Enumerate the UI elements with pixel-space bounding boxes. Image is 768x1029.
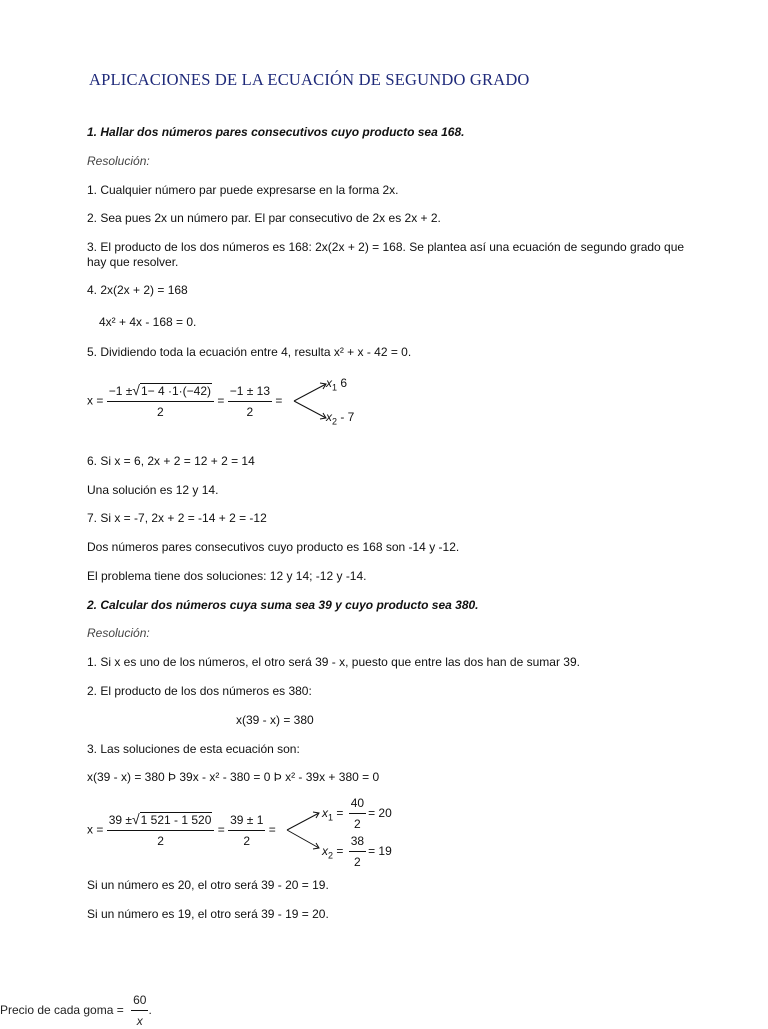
page-title: APLICACIONES DE LA ECUACIÓN DE SEGUNDO GRADO bbox=[89, 70, 530, 89]
footer-numerator: 60 bbox=[131, 993, 148, 1011]
problem-1-step-2: 2. Sea pues 2x un número par. El par consecutivo de 2x es 2x + 2. bbox=[87, 211, 441, 225]
problem-2-step-1: 1. Si x es uno de los números, el otro será 39 - x, puesto que entre las dos han de sumar 39. bbox=[87, 655, 580, 669]
formula-radicand: 1− 4 ·1·(−42) bbox=[140, 384, 212, 398]
root-x1: $x_1$ 6 bbox=[326, 376, 348, 393]
formula-fraction-1 bbox=[107, 383, 214, 420]
formula-fraction-1 bbox=[107, 812, 215, 849]
problem-1-step-3: 3. El producto de los dos números es 168: 2x(2x + 2) = 168. Se plantea así una ecuación de segundo grado que hay que resolver. bbox=[87, 240, 685, 269]
problem-1-step-6: 6. Si x = 6, 2x + 2 = 12 + 2 = 14 bbox=[87, 454, 255, 468]
problem-2-equation: x(39 - x) = 380 bbox=[236, 713, 314, 727]
problem-1-step-4a: 4. 2x(2x + 2) = 168 bbox=[87, 283, 188, 297]
problem-2-resolucion-label: Resolución: bbox=[87, 626, 150, 640]
footer-denominator: x bbox=[136, 1014, 143, 1028]
problem-1-quadratic-formula bbox=[87, 383, 282, 420]
formula-radicand: 1 521 - 1 520 bbox=[140, 813, 212, 827]
formula-x-eq: x = bbox=[87, 393, 104, 408]
formula-numerator-prefix: −1 ± bbox=[108, 384, 133, 398]
problem-1-step-7: 7. Si x = -7, 2x + 2 = -14 + 2 = -12 bbox=[87, 511, 267, 525]
branch-arrows-icon bbox=[285, 808, 325, 852]
square-root-icon: √ bbox=[131, 811, 140, 827]
formula-numerator-2: −1 ± 13 bbox=[228, 384, 272, 402]
problem-1-heading: 1. Hallar dos números pares consecutivos cuyo producto sea 168. bbox=[87, 125, 465, 139]
root-x1: $x_1$ = $\frac{40}{2}$ = 20 bbox=[322, 796, 392, 831]
footer-label: Precio de cada goma = bbox=[0, 1003, 124, 1018]
formula-equals-2: = bbox=[268, 822, 276, 837]
problem-2-step-3: 3. Las soluciones de esta ecuación son: bbox=[87, 742, 300, 756]
formula-numerator-2: 39 ± 1 bbox=[228, 813, 265, 831]
formula-fraction-2 bbox=[228, 384, 272, 420]
formula-equals-2: = bbox=[275, 393, 283, 408]
formula-denominator-2: 2 bbox=[246, 404, 254, 419]
problem-1-solution-1: Una solución es 12 y 14. bbox=[87, 483, 219, 497]
problem-2-note-2: Si un número es 19, el otro será 39 - 19 = 20. bbox=[87, 907, 329, 921]
problem-2-quadratic-formula bbox=[87, 812, 276, 849]
root-x2: $x_2$ = $\frac{38}{2}$ = 19 bbox=[322, 834, 392, 869]
problem-1-step-5: 5. Dividiendo toda la ecuación entre 4, resulta x² + x - 42 = 0. bbox=[87, 345, 412, 359]
problem-2-note-1: Si un número es 20, el otro será 39 - 20 = 19. bbox=[87, 878, 329, 892]
problem-2-heading: 2. Calcular dos números cuya suma sea 39 y cuyo producto sea 380. bbox=[87, 598, 479, 612]
formula-x-eq: x = bbox=[87, 822, 104, 837]
formula-denominator: 2 bbox=[157, 405, 164, 419]
formula-equals-1: = bbox=[217, 822, 225, 837]
formula-numerator-prefix: 39 ± bbox=[108, 813, 132, 827]
footer-end: . bbox=[148, 1003, 152, 1018]
problem-1-step-1: 1. Cualquier número par puede expresarse en la forma 2x. bbox=[87, 183, 399, 197]
problem-1-solution-2: Dos números pares consecutivos cuyo producto es 168 son -14 y -12. bbox=[87, 540, 460, 554]
problem-1-resolucion-label: Resolución: bbox=[87, 154, 150, 168]
problem-1-conclusion: El problema tiene dos soluciones: 12 y 14; -12 y -14. bbox=[87, 569, 367, 583]
problem-2-step-2: 2. El producto de los dos números es 380: bbox=[87, 684, 312, 698]
root-x2: $x_2 - 7$ bbox=[326, 410, 355, 427]
formula-fraction-2 bbox=[228, 813, 265, 849]
problem-1-step-4b: 4x² + 4x - 168 = 0. bbox=[99, 315, 197, 329]
formula-denominator-2: 2 bbox=[243, 833, 251, 848]
problem-2-equation-chain: x(39 - x) = 380 Þ 39x - x² - 380 = 0 Þ x² - 39x + 380 = 0 bbox=[87, 770, 380, 784]
formula-denominator: 2 bbox=[157, 834, 164, 848]
square-root-icon: √ bbox=[132, 382, 140, 398]
formula-equals-1: = bbox=[217, 393, 225, 408]
